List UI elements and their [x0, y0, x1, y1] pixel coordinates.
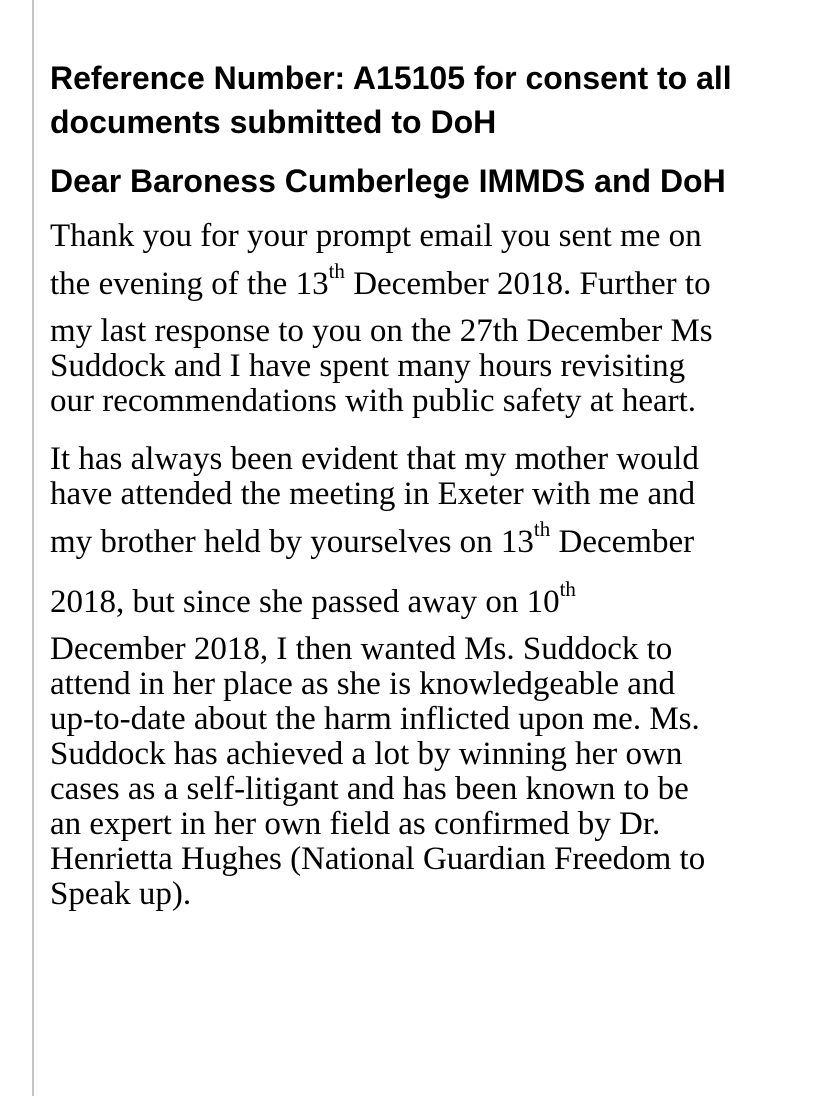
paragraph-line [50, 572, 820, 632]
paragraph-line: an expert in her own field as confirmed by Dr. [50, 806, 661, 842]
subject-heading: Reference Number: A15105 for consent to all documents submitted to DoH [50, 60, 732, 140]
line-text: 2018, but since she passed away on 10 [50, 584, 560, 620]
ordinal-superscript: th [559, 577, 576, 601]
salutation-heading: Dear Baroness Cumberlege IMMDS and DoH [50, 163, 726, 199]
paragraph-mother [50, 442, 820, 912]
line-text: the evening of the 13 [50, 266, 329, 302]
paragraph-line: Henrietta Hughes (National Guardian Freedom to [50, 841, 706, 877]
ordinal-superscript: th [328, 259, 345, 283]
paragraph-thank-you [50, 219, 820, 419]
ordinal-superscript: th [533, 517, 551, 541]
letter-document [50, 56, 820, 912]
paragraph-line [50, 254, 820, 314]
paragraph-line: Suddock and I have spent many hours revisiting [50, 348, 686, 384]
paragraph-line: December 2018, I then wanted Ms. Suddock to [50, 631, 673, 667]
paragraph-line: attend in her place as she is knowledgeable and [50, 666, 675, 702]
paragraph-line: Thank you for your prompt email you sent me on [50, 218, 702, 254]
line-text: December [550, 524, 695, 560]
left-margin-rule [32, 0, 34, 1096]
line-text: December 2018. Further to [344, 266, 711, 302]
paragraph-line [50, 512, 820, 572]
paragraph-line: up-to-date about the harm inflicted upon me. Ms. [50, 701, 700, 737]
paragraph-line: have attended the meeting in Exeter with me and [50, 476, 696, 512]
paragraph-line: Suddock has achieved a lot by winning her own [50, 736, 683, 772]
paragraph-line: cases as a self-litigant and has been known to be [50, 771, 689, 807]
line-text: my brother held by yourselves on 13 [50, 524, 534, 560]
paragraph-line: our recommendations with public safety at heart. [50, 383, 697, 419]
paragraph-line: Speak up). [50, 876, 192, 912]
paragraph-line: my last response to you on the 27th December Ms [50, 313, 713, 349]
paragraph-line: It has always been evident that my mother would [50, 441, 699, 477]
